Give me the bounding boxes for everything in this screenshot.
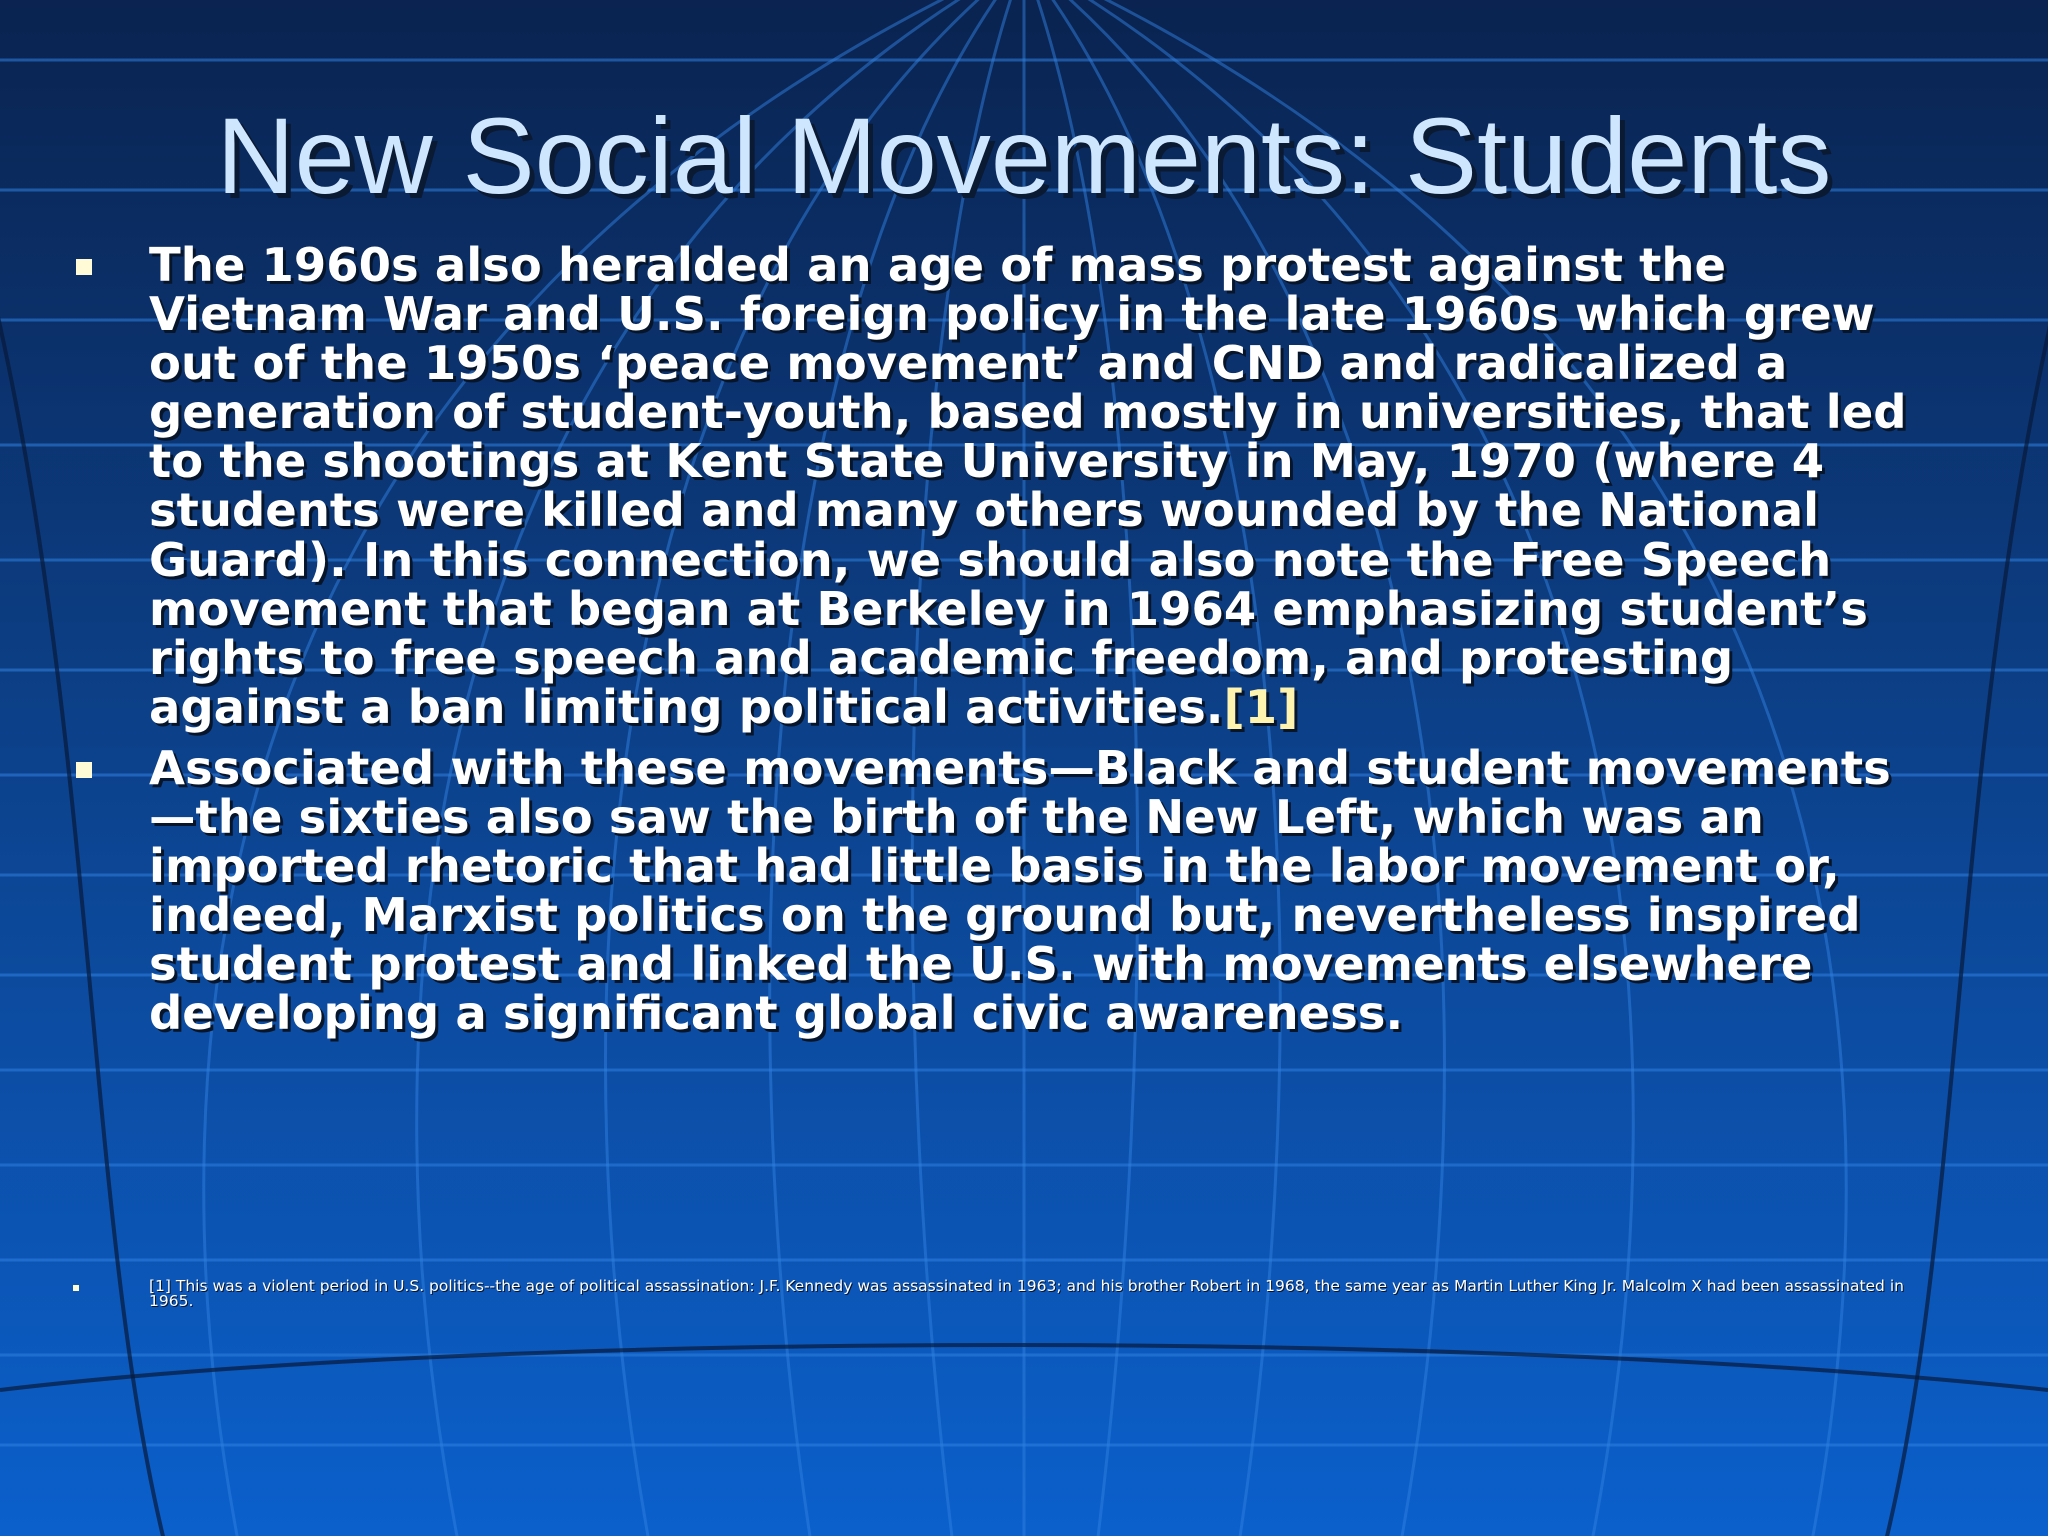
square-bullet-icon: [76, 762, 92, 778]
square-bullet-icon: [73, 1285, 79, 1291]
footnote: [0, 1279, 2048, 1309]
footnote-text: [1] This was a violent period in U.S. politics--the age of political assassination: J.F. Kennedy was assassinated in 1963; and his brother Robert in 1968, the same year as Martin Luther King Jr. Malcolm X had been assassinated in 1965.: [149, 1277, 1904, 1310]
bullet-text: Associated with these movements—Black and student movements—the sixties also saw the birth of the New Left, which was an imported rhetoric that had little basis in the labor movement or, indeed, Marxist politics on the ground but, nevertheless inspired student protest and linked the U.S. with movements elsewhere developing a significant global civic awareness.: [149, 740, 1891, 1041]
slide-title: New Social Movements: Students: [216, 95, 1832, 216]
bullet-item-new-left: [0, 740, 2048, 1041]
bullet-text: The 1960s also heralded an age of mass protest against the Vietnam War and U.S. foreign policy in the late 1960s which grew out of the 1950s ‘peace movement’ and CND and radicalized a generation of student-youth, based mostly in universities, that led to the shootings at Kent State University in May, 1970 (where 4 students were killed and many others wounded by the National Guard). In this connection, we should also note the Free Speech movement that began at Berkeley in 1964 emphasizing student’s rights to free speech and academic freedom, and protesting against a ban limiting political activities.: [149, 238, 1907, 734]
square-bullet-icon: [76, 259, 92, 275]
bullet-text-container: [149, 238, 1909, 734]
bullet-list: [0, 238, 2048, 1041]
bullet-item-student-protest: [0, 238, 2048, 734]
footnote-reference-link[interactable]: [1]: [1223, 679, 1299, 734]
